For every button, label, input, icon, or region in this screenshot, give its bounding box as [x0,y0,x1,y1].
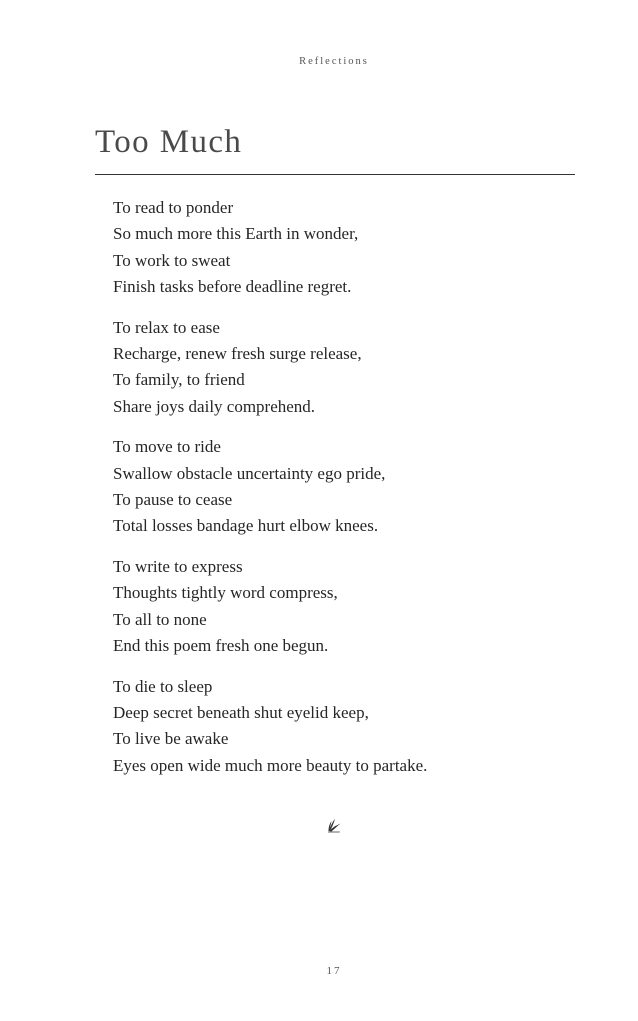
poem-line: Share joys daily comprehend. [113,396,316,416]
poem-line: Eyes open wide much more beauty to partake. [113,755,428,775]
poem-line: Swallow obstacle uncertainty ego pride, [113,463,386,483]
poem-line: To write to express [113,557,243,577]
stanza [113,554,573,659]
poem-line: To read to ponder [113,198,234,217]
poem-line: So much more this Earth in wonder, [113,224,359,244]
stanza [113,195,573,300]
poem-line: Total losses bandage hurt elbow knees. [113,516,379,536]
leaf-sprig-icon [326,817,342,833]
poem-line: End this poem fresh one begun. [113,635,329,655]
poem-line: Thoughts tightly word compress, [113,583,338,603]
poem-line: Deep secret beneath shut eyelid keep, [113,703,369,723]
poem-line: To all to none [113,609,207,629]
poem-line: To die to sleep [113,676,213,696]
stanza [113,434,573,539]
poem-line: To move to ride [113,437,221,457]
poem-line: To family, to friend [113,370,245,390]
poem-line: Finish tasks before deadline regret. [113,276,352,296]
poem-title: Too Much [95,124,243,160]
title-rule [95,174,575,175]
running-head: Reflections [299,56,369,67]
page-number: 17 [326,965,342,977]
poem-line: To work to sweat [113,250,231,270]
stanza [113,674,573,779]
poem-line: To pause to cease [113,489,233,509]
poem-line: To live be awake [113,729,229,749]
poem-line: To relax to ease [113,317,220,337]
poem-line: Recharge, renew fresh surge release, [113,343,362,363]
poem-body [113,195,573,793]
stanza [113,315,573,420]
